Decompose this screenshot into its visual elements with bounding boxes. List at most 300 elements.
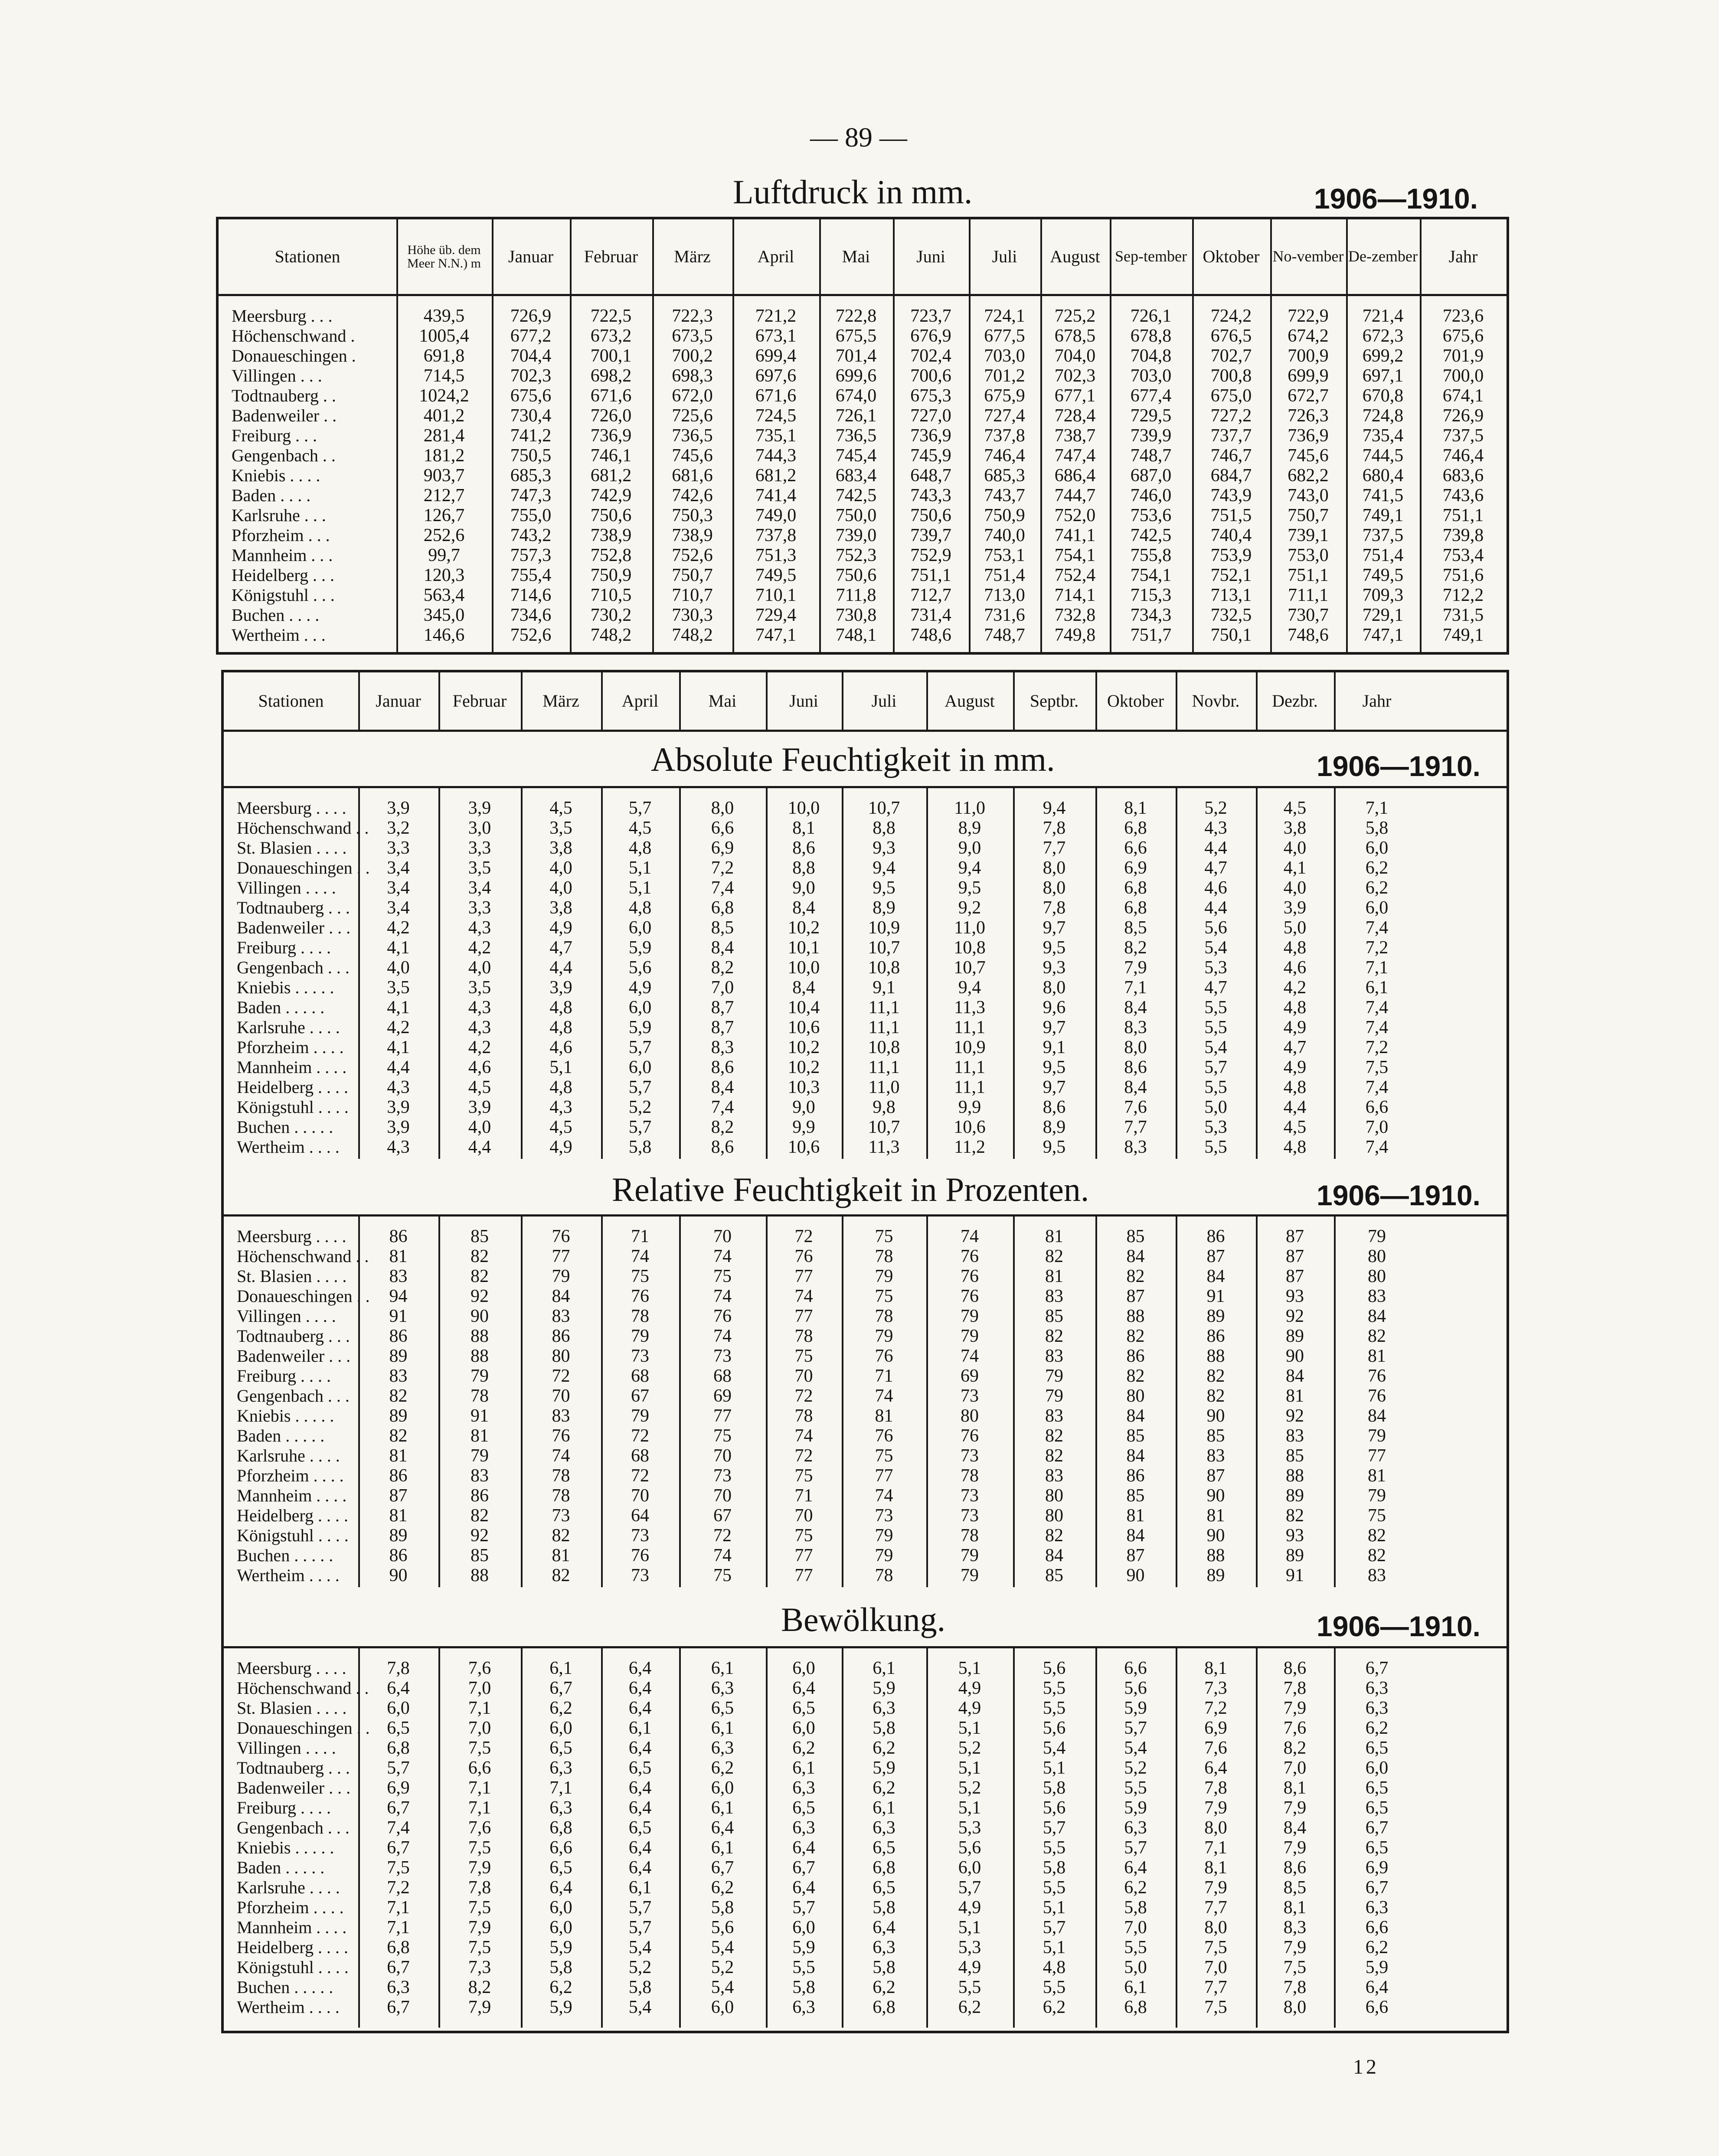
data-cell: 672,3: [1362, 326, 1404, 346]
data-cell: 6,8: [1124, 898, 1147, 918]
data-cell: 648,7: [910, 466, 951, 486]
data-cell: 747,1: [755, 625, 797, 645]
station-name: Pforzheim . . . .: [237, 1466, 344, 1485]
data-cell: 5,9: [1124, 1698, 1147, 1718]
data-cell: 747,3: [510, 486, 552, 506]
data-cell: 673,1: [755, 326, 797, 346]
data-cell: 9,7: [1043, 1018, 1066, 1037]
column-divider: [601, 1214, 603, 1587]
data-cell: 5,8: [549, 1957, 572, 1977]
data-cell: 9,4: [958, 978, 981, 998]
data-cell: 6,5: [1365, 1778, 1389, 1798]
data-cell: 81: [1045, 1226, 1063, 1246]
data-cell: 710,5: [590, 585, 632, 605]
data-cell: 739,9: [1130, 426, 1172, 446]
data-cell: 704,8: [1130, 346, 1172, 366]
data-cell: 80: [1045, 1506, 1063, 1526]
column-divider: [1095, 1214, 1097, 1587]
data-cell: 699,9: [1288, 366, 1329, 386]
data-cell: 80: [552, 1346, 570, 1366]
data-cell: 7,0: [711, 978, 734, 998]
station-name: Baden . . . .: [232, 486, 311, 505]
data-cell: 4,0: [387, 958, 410, 978]
column-divider: [842, 786, 843, 1159]
header-month: Jahr: [1362, 691, 1392, 711]
data-cell: 678,8: [1130, 326, 1172, 346]
data-cell: 3,9: [549, 978, 572, 998]
data-cell: 7,5: [468, 1898, 491, 1918]
data-cell: 10,2: [788, 918, 820, 938]
data-cell: 5,4: [1204, 1037, 1227, 1057]
column-divider: [969, 219, 971, 652]
data-cell: 4,9: [958, 1957, 981, 1977]
data-cell: 742,5: [835, 486, 877, 506]
column-divider: [1013, 786, 1015, 1159]
data-cell: 6,4: [873, 1918, 895, 1937]
data-cell: 73: [631, 1526, 649, 1546]
data-cell: 6,3: [792, 1778, 815, 1798]
data-cell: 7,0: [468, 1678, 491, 1698]
data-cell: 752,3: [835, 545, 877, 565]
data-cell: 82: [552, 1566, 570, 1585]
column-divider: [438, 1214, 440, 1587]
data-cell: 5,7: [792, 1898, 815, 1918]
data-cell: 5,6: [1043, 1798, 1066, 1818]
data-cell: 4,0: [468, 1117, 491, 1137]
station-name: Höchenschwand . .: [237, 1246, 369, 1266]
data-cell: 711,1: [1288, 585, 1328, 605]
data-cell: 6,3: [549, 1798, 572, 1818]
station-name: Donaueschingen . .: [237, 1718, 370, 1738]
station-name: Pforzheim . . . .: [237, 1898, 344, 1917]
station-name: Buchen . . . . .: [237, 1117, 333, 1137]
data-cell: 90: [1206, 1486, 1225, 1506]
station-name: Freiburg . . .: [232, 426, 317, 445]
table-row: [219, 585, 1507, 605]
data-cell: 75: [1368, 1506, 1386, 1526]
data-cell: 4,9: [628, 978, 652, 998]
data-cell: 4,8: [628, 898, 652, 918]
data-cell: 6,0: [711, 1778, 734, 1798]
data-cell: 6,0: [1365, 838, 1389, 858]
data-cell: 752,8: [590, 545, 632, 565]
data-cell: 82: [389, 1426, 408, 1446]
data-cell: 9,5: [1043, 1057, 1066, 1077]
data-cell: 8,4: [1283, 1818, 1307, 1838]
data-cell: 735,4: [1362, 426, 1404, 446]
data-cell: 81: [389, 1246, 408, 1266]
table-row: [224, 1957, 1507, 1977]
data-cell: 8,8: [873, 818, 895, 838]
data-cell: 748,2: [590, 625, 632, 645]
data-cell: 4,9: [958, 1898, 981, 1918]
data-cell: 82: [471, 1246, 489, 1266]
data-cell: 745,4: [835, 446, 877, 466]
data-cell: 8,0: [1204, 1918, 1227, 1937]
data-cell: 5,4: [1204, 938, 1227, 958]
data-cell: 88: [1206, 1346, 1225, 1366]
data-cell: 752,0: [1054, 506, 1096, 525]
data-cell: 7,9: [1283, 1698, 1307, 1718]
luftdruck-period: 1906—1910.: [1314, 183, 1478, 215]
data-cell: 77: [875, 1466, 893, 1486]
hoehe-value: 146,6: [423, 625, 465, 645]
data-cell: 6,5: [387, 1718, 410, 1738]
data-cell: 5,5: [1204, 1018, 1227, 1037]
data-cell: 74: [552, 1446, 570, 1466]
station-name: St. Blasien . . . .: [237, 838, 347, 858]
station-name: Kniebis . . . . .: [237, 978, 334, 997]
data-cell: 7,0: [468, 1718, 491, 1738]
data-cell: 83: [1368, 1286, 1386, 1306]
data-cell: 739,8: [1442, 525, 1484, 545]
data-cell: 81: [1368, 1466, 1386, 1486]
station-name: Buchen . . . . .: [237, 1546, 333, 1565]
data-cell: 737,5: [1362, 525, 1404, 545]
data-cell: 743,3: [910, 486, 951, 506]
data-cell: 742,9: [590, 486, 632, 506]
station-name: Mannheim . . . .: [237, 1057, 347, 1077]
data-cell: 757,3: [510, 545, 552, 565]
data-cell: 750,0: [835, 506, 877, 525]
data-cell: 82: [1045, 1446, 1063, 1466]
data-cell: 83: [552, 1306, 570, 1326]
data-cell: 6,7: [387, 1997, 410, 2017]
header-month: Oktober: [1203, 247, 1260, 266]
data-cell: 4,6: [1204, 878, 1227, 898]
data-cell: 8,6: [1283, 1858, 1307, 1878]
column-divider: [652, 219, 654, 652]
data-cell: 7,1: [1365, 798, 1389, 818]
data-cell: 7,3: [1204, 1678, 1227, 1698]
data-cell: 754,1: [1130, 565, 1172, 585]
column-divider: [396, 219, 398, 652]
header-month: Mai: [708, 691, 737, 711]
data-cell: 6,0: [387, 1698, 410, 1718]
data-cell: 5,9: [873, 1678, 895, 1698]
data-cell: 84: [1126, 1526, 1145, 1546]
data-cell: 5,5: [792, 1957, 815, 1977]
station-name: Freiburg . . . .: [237, 1366, 331, 1386]
data-cell: 684,7: [1210, 466, 1252, 486]
data-cell: 83: [389, 1266, 408, 1286]
header-month: März: [674, 247, 711, 266]
data-cell: 751,1: [1288, 565, 1329, 585]
data-cell: 8,4: [711, 938, 734, 958]
data-cell: 75: [713, 1566, 732, 1585]
data-cell: 84: [1368, 1306, 1386, 1326]
hoehe-value: 126,7: [423, 506, 465, 525]
data-cell: 6,1: [549, 1658, 572, 1678]
data-cell: 81: [1368, 1346, 1386, 1366]
data-cell: 85: [1045, 1306, 1063, 1326]
data-cell: 6,6: [468, 1758, 491, 1778]
data-cell: 9,0: [792, 878, 815, 898]
column-divider: [679, 1646, 681, 2028]
data-cell: 738,9: [672, 525, 713, 545]
data-cell: 7,4: [1365, 1018, 1389, 1037]
data-cell: 6,0: [792, 1918, 815, 1937]
data-cell: 5,3: [1204, 958, 1227, 978]
header-hoehe: Höhe üb. dem Meer N.N.) m: [407, 242, 481, 271]
data-cell: 744,7: [1054, 486, 1096, 506]
data-cell: 5,5: [1043, 1698, 1066, 1718]
column-divider: [926, 1646, 928, 2028]
data-cell: 6,6: [1365, 1918, 1389, 1937]
data-cell: 3,4: [468, 878, 491, 898]
data-cell: 4,3: [468, 1018, 491, 1037]
table-row: [224, 1486, 1507, 1506]
data-cell: 7,1: [387, 1918, 410, 1937]
data-cell: 84: [1368, 1406, 1386, 1426]
data-cell: 78: [552, 1466, 570, 1486]
data-cell: 6,5: [1365, 1798, 1389, 1818]
data-cell: 3,8: [1283, 818, 1307, 838]
data-cell: 735,1: [755, 426, 797, 446]
data-cell: 730,2: [590, 605, 632, 625]
data-cell: 743,9: [1210, 486, 1252, 506]
column-divider: [601, 786, 603, 1159]
data-cell: 11,3: [954, 998, 985, 1018]
data-cell: 79: [631, 1406, 649, 1426]
data-cell: 4,8: [1283, 1077, 1307, 1097]
data-cell: 82: [1368, 1326, 1386, 1346]
data-cell: 702,4: [910, 346, 951, 366]
data-cell: 6,6: [1124, 838, 1147, 858]
data-cell: 728,4: [1054, 406, 1096, 426]
table-row: [219, 625, 1507, 645]
table-row: [224, 1858, 1507, 1878]
data-cell: 76: [713, 1306, 732, 1326]
data-cell: 72: [794, 1446, 813, 1466]
data-cell: 6,1: [628, 1878, 652, 1898]
header-month: Sep-tember: [1115, 248, 1187, 265]
luftdruck-table: [216, 217, 1509, 655]
data-cell: 74: [713, 1546, 732, 1566]
table-row: [224, 1838, 1507, 1858]
table-row: [224, 1366, 1507, 1386]
data-cell: 79: [875, 1526, 893, 1546]
data-cell: 4,9: [549, 918, 572, 938]
data-cell: 5,6: [711, 1918, 734, 1937]
data-cell: 6,3: [792, 1997, 815, 2017]
station-name: Kniebis . . . . .: [237, 1406, 334, 1425]
table-row: [224, 1918, 1507, 1937]
table-row: [219, 506, 1507, 525]
data-cell: 748,2: [672, 625, 713, 645]
data-cell: 6,6: [1365, 1997, 1389, 2017]
data-cell: 82: [1045, 1246, 1063, 1266]
data-cell: 5,7: [628, 1077, 652, 1097]
data-cell: 729,1: [1362, 605, 1404, 625]
hoehe-value: 345,0: [423, 605, 465, 625]
data-cell: 7,9: [468, 1858, 491, 1878]
data-cell: 3,9: [1283, 898, 1307, 918]
data-cell: 79: [1368, 1426, 1386, 1446]
data-cell: 5,7: [1124, 1718, 1147, 1738]
data-cell: 86: [1206, 1326, 1225, 1346]
data-cell: 3,5: [387, 978, 410, 998]
header-month: No-vember: [1272, 248, 1344, 265]
data-cell: 91: [1286, 1566, 1304, 1585]
column-divider: [1334, 786, 1336, 1159]
data-cell: 80: [1368, 1266, 1386, 1286]
data-cell: 9,3: [1043, 958, 1066, 978]
data-cell: 675,6: [1442, 326, 1484, 346]
data-cell: 4,2: [468, 938, 491, 958]
data-cell: 6,3: [873, 1698, 895, 1718]
data-cell: 737,8: [755, 525, 797, 545]
data-cell: 74: [713, 1326, 732, 1346]
data-cell: 724,5: [755, 406, 797, 426]
data-cell: 683,6: [1442, 466, 1484, 486]
data-cell: 671,6: [755, 386, 797, 406]
data-cell: 6,4: [628, 1798, 652, 1818]
data-cell: 6,5: [1365, 1838, 1389, 1858]
data-cell: 11,0: [954, 798, 985, 818]
data-cell: 6,1: [711, 1658, 734, 1678]
data-cell: 83: [1045, 1286, 1063, 1306]
data-cell: 8,5: [1283, 1878, 1307, 1898]
data-cell: 5,2: [958, 1778, 981, 1798]
table-row: [219, 545, 1507, 565]
column-divider: [766, 1214, 768, 1587]
table-row: [224, 1778, 1507, 1798]
data-cell: 71: [794, 1486, 813, 1506]
data-cell: 79: [1045, 1386, 1063, 1406]
hoehe-value: 563,4: [423, 585, 465, 605]
table-row: [219, 346, 1507, 366]
data-cell: 675,6: [510, 386, 552, 406]
data-cell: 75: [631, 1266, 649, 1286]
data-cell: 6,0: [792, 1658, 815, 1678]
data-cell: 7,1: [1365, 958, 1389, 978]
data-cell: 701,4: [835, 346, 877, 366]
data-cell: 743,2: [510, 525, 552, 545]
data-cell: 709,3: [1362, 585, 1404, 605]
data-cell: 5,8: [1043, 1778, 1066, 1798]
hoehe-value: 99,7: [428, 545, 460, 565]
data-cell: 8,0: [711, 798, 734, 818]
data-cell: 7,9: [1283, 1838, 1307, 1858]
data-cell: 675,9: [984, 386, 1025, 406]
table-row: [224, 1758, 1507, 1778]
data-cell: 697,1: [1362, 366, 1404, 386]
data-cell: 744,5: [1362, 446, 1404, 466]
data-cell: 750,9: [984, 506, 1025, 525]
data-cell: 5,6: [1124, 1678, 1147, 1698]
data-cell: 677,4: [1130, 386, 1172, 406]
data-cell: 85: [1126, 1426, 1145, 1446]
data-cell: 73: [631, 1346, 649, 1366]
climate-table: [221, 670, 1509, 2033]
data-cell: 6,2: [1365, 1718, 1389, 1738]
data-cell: 81: [471, 1426, 489, 1446]
data-cell: 673,5: [672, 326, 713, 346]
data-cell: 6,6: [1365, 1097, 1389, 1117]
data-cell: 4,4: [1283, 1097, 1307, 1117]
table-row: [224, 1718, 1507, 1738]
table-row: [224, 1566, 1507, 1585]
data-cell: 11,1: [954, 1077, 985, 1097]
data-cell: 9,3: [873, 838, 895, 858]
data-cell: 5,7: [387, 1758, 410, 1778]
header-station: Stationen: [275, 247, 340, 266]
data-cell: 730,8: [835, 605, 877, 625]
data-cell: 4,3: [468, 918, 491, 938]
data-cell: 732,5: [1210, 605, 1252, 625]
data-cell: 751,5: [1210, 506, 1252, 525]
data-cell: 8,6: [1124, 1057, 1147, 1077]
data-cell: 79: [1045, 1366, 1063, 1386]
data-cell: 753,6: [1130, 506, 1172, 525]
data-cell: 82: [552, 1526, 570, 1546]
data-cell: 4,4: [468, 1137, 491, 1157]
data-cell: 724,1: [984, 306, 1025, 326]
data-cell: 745,6: [1288, 446, 1329, 466]
data-cell: 6,8: [387, 1738, 410, 1758]
data-cell: 4,0: [1283, 838, 1307, 858]
data-cell: 72: [794, 1386, 813, 1406]
data-cell: 10,0: [788, 798, 820, 818]
data-cell: 5,9: [1124, 1798, 1147, 1818]
data-cell: 6,0: [628, 1057, 652, 1077]
data-cell: 713,0: [984, 585, 1025, 605]
data-cell: 753,1: [984, 545, 1025, 565]
data-cell: 8,9: [1043, 1117, 1066, 1137]
table-row: [224, 1057, 1507, 1077]
data-cell: 750,6: [910, 506, 951, 525]
station-name: Badenweiler . . .: [237, 918, 351, 937]
table-row: [224, 1018, 1507, 1037]
data-cell: 4,1: [387, 998, 410, 1018]
data-cell: 7,5: [387, 1858, 410, 1878]
data-cell: 7,6: [468, 1658, 491, 1678]
data-cell: 721,2: [755, 306, 797, 326]
data-cell: 8,1: [1204, 1658, 1227, 1678]
data-cell: 724,8: [1362, 406, 1404, 426]
data-cell: 740,0: [984, 525, 1025, 545]
data-cell: 6,4: [628, 1738, 652, 1758]
data-cell: 701,2: [984, 366, 1025, 386]
data-cell: 6,3: [549, 1758, 572, 1778]
data-cell: 76: [552, 1226, 570, 1246]
data-cell: 4,6: [1283, 958, 1307, 978]
table-row: [219, 565, 1507, 585]
data-cell: 5,2: [958, 1738, 981, 1758]
data-cell: 7,6: [468, 1818, 491, 1838]
data-cell: 5,0: [1124, 1957, 1147, 1977]
data-cell: 752,1: [1210, 565, 1252, 585]
data-cell: 749,1: [1442, 625, 1484, 645]
data-cell: 5,3: [1204, 1117, 1227, 1137]
data-cell: 86: [389, 1226, 408, 1246]
data-cell: 738,9: [590, 525, 632, 545]
station-name: Heidelberg . . . .: [237, 1506, 348, 1525]
data-cell: 5,8: [873, 1898, 895, 1918]
station-name: Wertheim . . . .: [237, 1566, 340, 1585]
data-cell: 746,1: [590, 446, 632, 466]
data-cell: 727,0: [910, 406, 951, 426]
data-cell: 10,1: [788, 938, 820, 958]
data-cell: 6,2: [549, 1977, 572, 1997]
data-cell: 750,6: [835, 565, 877, 585]
table-row: [224, 1546, 1507, 1566]
data-cell: 79: [875, 1546, 893, 1566]
data-cell: 726,1: [835, 406, 877, 426]
data-cell: 90: [1206, 1526, 1225, 1546]
station-name: Heidelberg . . . .: [237, 1937, 348, 1957]
